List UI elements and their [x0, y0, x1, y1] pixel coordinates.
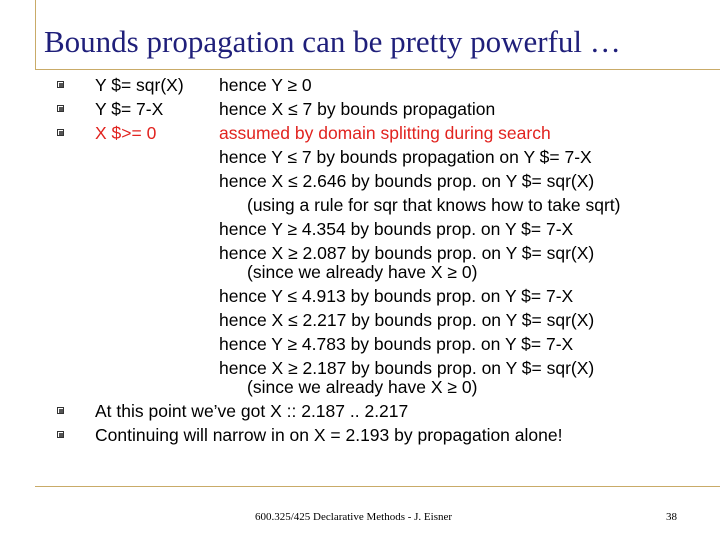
constraint-right-3: assumed by domain splitting during search: [219, 123, 551, 143]
derivation-line: hence X ≤ 2.217 by bounds prop. on Y $= sqr(X): [219, 310, 595, 330]
constraint-right-1: hence Y ≥ 0: [219, 75, 312, 95]
title-vertical-rule: [35, 0, 36, 70]
bullet-icon: [57, 81, 64, 88]
derivation-line: hence Y ≤ 4.913 by bounds prop. on Y $= 7-X: [219, 286, 574, 306]
bullet-icon: [57, 129, 64, 136]
slide-title: Bounds propagation can be pretty powerful …: [44, 24, 621, 59]
constraint-left-3: X $>= 0: [95, 123, 157, 143]
footer-course: 600.325/425 Declarative Methods - J. Eisner: [255, 511, 453, 523]
conclusion-1: At this point we’ve got X :: 2.187 .. 2.217: [95, 401, 409, 421]
footer-page-number: 38: [666, 511, 677, 523]
bullet-icon: [57, 431, 64, 438]
footer-rule: [35, 486, 720, 487]
bullet-icon: [57, 407, 64, 414]
derivation-note: (since we already have X ≥ 0): [247, 262, 478, 282]
derivation-line: hence Y ≥ 4.354 by bounds prop. on Y $= 7-X: [219, 219, 574, 239]
derivation-line: hence X ≥ 2.187 by bounds prop. on Y $= sqr(X): [219, 358, 595, 378]
derivation-line: hence X ≤ 2.646 by bounds prop. on Y $= sqr(X): [219, 171, 595, 191]
title-underline-rule: [35, 69, 720, 70]
derivation-note: (since we already have X ≥ 0): [247, 377, 478, 397]
constraint-left-2: Y $= 7-X: [95, 99, 164, 119]
constraint-left-1: Y $= sqr(X): [95, 75, 184, 95]
derivation-line: hence Y ≥ 4.783 by bounds prop. on Y $= 7-X: [219, 334, 574, 354]
bullet-icon: [57, 105, 64, 112]
conclusion-2: Continuing will narrow in on X = 2.193 by propagation alone!: [95, 425, 563, 445]
derivation-line: hence X ≥ 2.087 by bounds prop. on Y $= sqr(X): [219, 243, 595, 263]
derivation-line: hence Y ≤ 7 by bounds propagation on Y $= 7-X: [219, 147, 592, 167]
constraint-right-2: hence X ≤ 7 by bounds propagation: [219, 99, 496, 119]
derivation-note: (using a rule for sqr that knows how to take sqrt): [247, 195, 621, 215]
